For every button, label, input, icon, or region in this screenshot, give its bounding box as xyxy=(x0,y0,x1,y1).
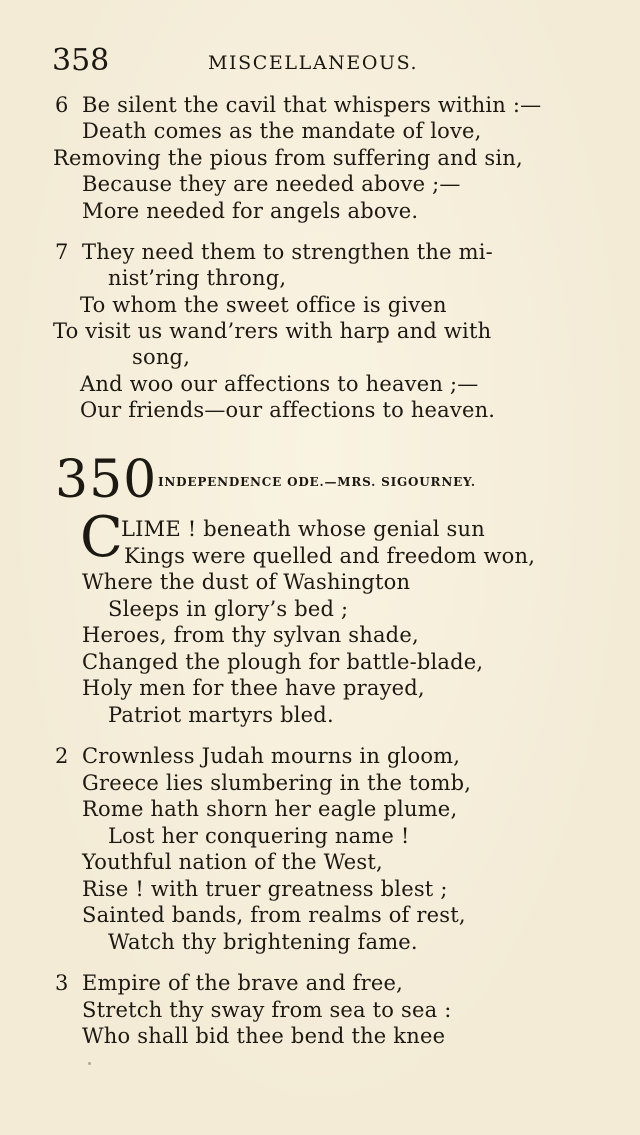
verse-line: Sleeps in glory’s bed ; xyxy=(108,597,349,621)
verse-line: song, xyxy=(132,345,191,369)
hymn-number: 350 xyxy=(55,450,158,510)
verse-line: Removing the pious from suffering and sin, xyxy=(53,146,523,170)
verse-line: Death comes as the mandate of love, xyxy=(82,119,482,143)
verse-line: Patriot martyrs bled. xyxy=(108,703,334,727)
verse-line: Be silent the cavil that whispers within :— xyxy=(82,93,542,117)
verse-line: Kings were quelled and freedom won, xyxy=(124,544,536,568)
paper-speck xyxy=(88,1062,91,1065)
running-title: MISCELLANEOUS. xyxy=(208,52,419,74)
drop-cap: C xyxy=(80,505,123,570)
verse-line: Greece lies slumbering in the tomb, xyxy=(82,771,472,795)
verse-line: Lost her conquering name ! xyxy=(108,824,410,848)
verse-line: Stretch thy sway from sea to sea : xyxy=(82,998,452,1022)
verse-line: LIME ! beneath whose genial sun xyxy=(121,517,485,541)
verse-line: Watch thy brightening fame. xyxy=(108,930,418,954)
verse-line: Crownless Judah mourns in gloom, xyxy=(82,744,461,768)
verse-line: Our friends—our affections to heaven. xyxy=(80,398,496,422)
verse-line: Because they are needed above ;— xyxy=(82,172,461,196)
verse-line: Rome hath shorn her eagle plume, xyxy=(82,797,458,821)
verse-line: To whom the sweet office is given xyxy=(80,293,447,317)
verse-line: Sainted bands, from realms of rest, xyxy=(82,903,466,927)
page-number: 358 xyxy=(52,43,110,78)
verse-line: Holy men for thee have prayed, xyxy=(82,676,425,700)
verse-number-6: 6 xyxy=(55,93,69,117)
verse-line: Who shall bid thee bend the knee xyxy=(82,1024,446,1048)
verse-line: To visit us wand’rers with harp and with xyxy=(53,319,492,343)
hymn-title: INDEPENDENCE ODE.—MRS. SIGOURNEY. xyxy=(158,475,476,489)
verse-line: Changed the plough for battle-blade, xyxy=(82,650,484,674)
verse-line: Heroes, from thy sylvan shade, xyxy=(82,623,419,647)
verse-line: Where the dust of Washington xyxy=(82,570,411,594)
verse-line: And woo our affections to heaven ;— xyxy=(80,372,479,396)
verse-number-3: 3 xyxy=(55,971,69,995)
verse-line: They need them to strengthen the mi- xyxy=(82,240,493,264)
verse-number-7: 7 xyxy=(55,240,69,264)
verse-line: Rise ! with truer greatness blest ; xyxy=(82,877,448,901)
verse-line: More needed for angels above. xyxy=(82,199,419,223)
verse-line: Empire of the brave and free, xyxy=(82,971,403,995)
verse-line: Youthful nation of the West, xyxy=(82,850,383,874)
verse-line: nist’ring throng, xyxy=(108,266,287,290)
verse-number-2: 2 xyxy=(55,744,69,768)
